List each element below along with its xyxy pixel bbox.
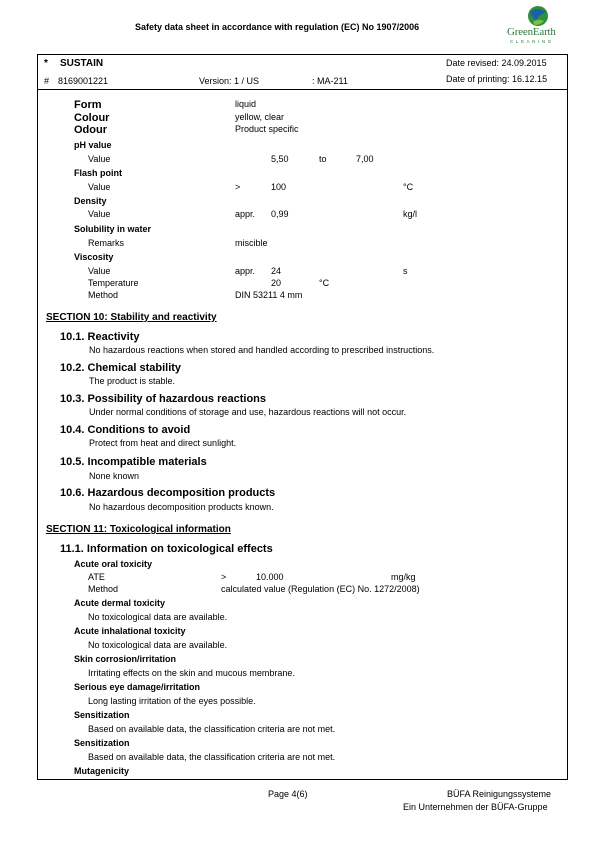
flash-unit: °C xyxy=(403,182,414,192)
product-mark: * xyxy=(44,58,48,69)
ph-label: pH value xyxy=(74,140,112,150)
product-code: : MA-211 xyxy=(312,76,348,86)
logo-subtext: CLEANING xyxy=(510,39,554,44)
s10-2-text: The product is stable. xyxy=(89,376,176,386)
density-unit: kg/l xyxy=(403,209,418,219)
visc-op: appr. xyxy=(235,266,256,276)
odour-label: Odour xyxy=(74,124,107,136)
product-number: 8169001221 xyxy=(58,76,109,86)
visc-temp-label: Temperature xyxy=(88,278,139,288)
date-printing: Date of printing: 16.12.15 xyxy=(446,74,548,84)
method-value: calculated value (Regulation (EC) No. 1272/2008) xyxy=(221,584,420,594)
ph-to: to xyxy=(319,154,327,164)
muta-label: Mutagenicity xyxy=(74,766,130,776)
s10-3-text: Under normal conditions of storage and use, hazardous reactions will not occur. xyxy=(89,407,407,417)
ate-label: ATE xyxy=(88,572,105,582)
density-row-label: Value xyxy=(88,209,111,219)
density-op: appr. xyxy=(235,209,256,219)
visc-method-label: Method xyxy=(88,290,119,300)
sens2-text: Based on available data, the classification criteria are not met. xyxy=(88,752,336,762)
form-value: liquid xyxy=(235,99,257,109)
skin-label: Skin corrosion/irritation xyxy=(74,654,177,664)
s10-1-text: No hazardous reactions when stored and handled according to prescribed instructions. xyxy=(89,345,435,355)
skin-text: Irritating effects on the skin and mucous membrane. xyxy=(88,668,295,678)
ph-upper: 7,00 xyxy=(356,154,374,164)
solubility-row-label: Remarks xyxy=(88,238,125,248)
visc-value-label: Value xyxy=(88,266,111,276)
s10-5-title: 10.5. Incompatible materials xyxy=(60,456,207,468)
sens2-label: Sensitization xyxy=(74,738,130,748)
section10-heading: SECTION 10: Stability and reactivity xyxy=(46,312,217,323)
visc-method: DIN 53211 4 mm xyxy=(235,290,303,300)
oral-label: Acute oral toxicity xyxy=(74,559,153,569)
viscosity-label: Viscosity xyxy=(74,252,114,262)
ph-from: 5,50 xyxy=(271,154,289,164)
s10-4-text: Protect from heat and direct sunlight. xyxy=(89,438,237,448)
visc-value: 24 xyxy=(271,266,282,276)
eye-text: Long lasting irritation of the eyes possible. xyxy=(88,696,256,706)
colour-label: Colour xyxy=(74,112,110,124)
flash-row-label: Value xyxy=(88,182,111,192)
header-divider xyxy=(37,89,568,90)
s10-1-title: 10.1. Reactivity xyxy=(60,331,140,343)
visc-temp-unit: °C xyxy=(319,278,330,288)
colour-value: yellow, clear xyxy=(235,112,285,122)
logo-wordmark: GreenEarth xyxy=(507,26,556,38)
ate-op: > xyxy=(221,572,227,582)
sens1-text: Based on available data, the classification criteria are not met. xyxy=(88,724,336,734)
inhal-label: Acute inhalational toxicity xyxy=(74,626,186,636)
flash-value: 100 xyxy=(271,182,287,192)
solubility-label: Solubility in water xyxy=(74,224,152,234)
visc-temp: 20 xyxy=(271,278,282,288)
visc-unit: s xyxy=(403,266,408,276)
product-name: SUSTAIN xyxy=(60,58,104,69)
date-revised: Date revised: 24.09.2015 xyxy=(446,58,547,68)
s11-1-title: 11.1. Information on toxicological effects xyxy=(60,543,273,555)
density-label: Density xyxy=(74,196,107,206)
s10-2-title: 10.2. Chemical stability xyxy=(60,362,182,374)
section11-heading: SECTION 11: Toxicological information xyxy=(46,524,231,535)
density-value: 0,99 xyxy=(271,209,289,219)
flash-label: Flash point xyxy=(74,168,122,178)
method-label: Method xyxy=(88,584,119,594)
ph-row-label: Value xyxy=(88,154,111,164)
version: Version: 1 / US xyxy=(199,76,260,86)
flash-op: > xyxy=(235,182,241,192)
solubility-value: miscible xyxy=(235,238,268,248)
document-title: Safety data sheet in accordance with regulation (EC) No 1907/2006 xyxy=(135,22,420,32)
greenearth-logo xyxy=(506,4,570,48)
s10-5-text: None known xyxy=(89,471,140,481)
footer-company: BÜFA Reinigungssysteme xyxy=(447,789,552,799)
footer-group: Ein Unternehmen der BÜFA-Gruppe xyxy=(403,802,548,812)
ate-value: 10.000 xyxy=(256,572,284,582)
sens1-label: Sensitization xyxy=(74,710,130,720)
dermal-label: Acute dermal toxicity xyxy=(74,598,166,608)
form-label: Form xyxy=(74,99,102,111)
odour-value: Product specific xyxy=(235,124,299,134)
inhal-text: No toxicological data are available. xyxy=(88,640,228,650)
s10-4-title: 10.4. Conditions to avoid xyxy=(60,424,191,436)
s10-6-text: No hazardous decomposition products known. xyxy=(89,502,274,512)
ate-unit: mg/kg xyxy=(391,572,416,582)
s10-6-title: 10.6. Hazardous decomposition products xyxy=(60,487,276,499)
dermal-text: No toxicological data are available. xyxy=(88,612,228,622)
eye-label: Serious eye damage/irritation xyxy=(74,682,201,692)
page-number: Page 4(6) xyxy=(268,789,308,799)
number-mark: # xyxy=(44,76,50,86)
s10-3-title: 10.3. Possibility of hazardous reactions xyxy=(60,393,267,405)
